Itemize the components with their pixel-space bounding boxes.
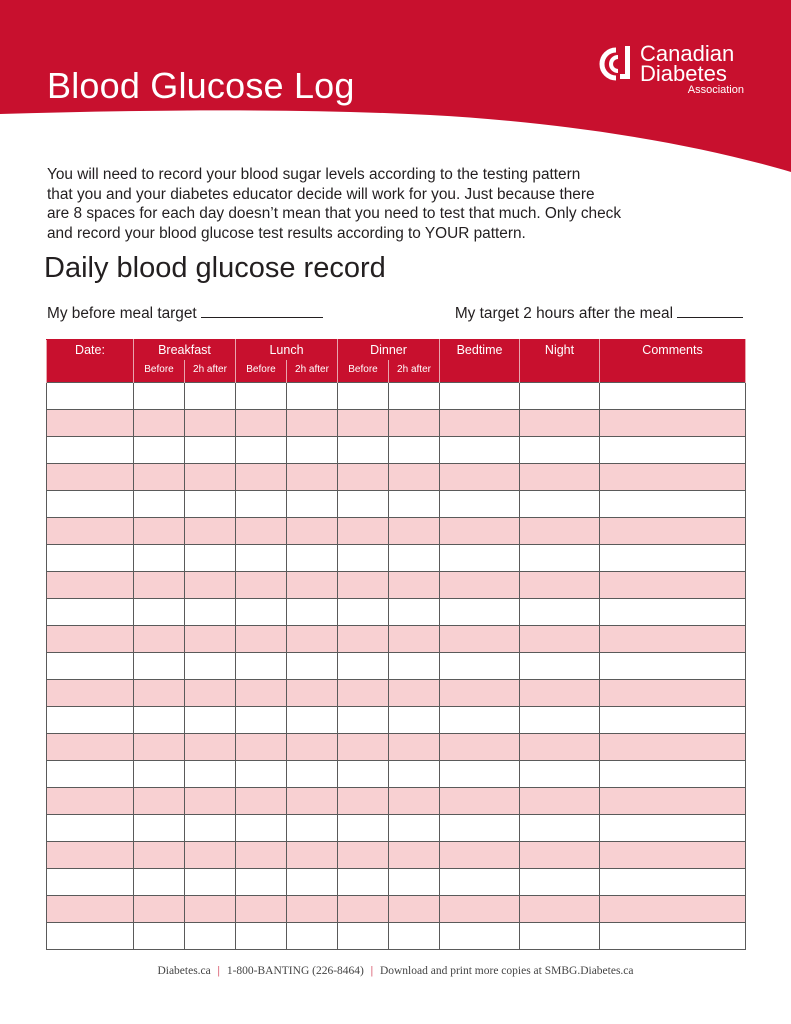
after-meal-target-blank[interactable] <box>677 303 743 318</box>
log-cell[interactable] <box>134 923 185 950</box>
log-cell[interactable] <box>134 383 185 410</box>
table-row <box>47 410 746 437</box>
log-cell[interactable] <box>134 653 185 680</box>
cda-logo-mark-icon <box>596 44 636 84</box>
log-cell[interactable] <box>600 653 746 680</box>
table-row <box>47 788 746 815</box>
log-cell[interactable] <box>520 437 600 464</box>
log-cell[interactable] <box>440 518 520 545</box>
log-cell[interactable] <box>47 464 134 491</box>
subheader-lunch-before: Before <box>236 361 287 383</box>
before-meal-target-blank[interactable] <box>201 303 323 318</box>
log-cell[interactable] <box>520 653 600 680</box>
log-cell[interactable] <box>389 896 440 923</box>
log-cell[interactable] <box>520 545 600 572</box>
log-cell[interactable] <box>236 437 287 464</box>
log-cell[interactable] <box>185 491 236 518</box>
log-cell[interactable] <box>389 788 440 815</box>
log-cell[interactable] <box>134 491 185 518</box>
log-cell[interactable] <box>236 491 287 518</box>
log-cell[interactable] <box>389 572 440 599</box>
log-cell[interactable] <box>134 815 185 842</box>
log-cell[interactable] <box>600 680 746 707</box>
table-row <box>47 707 746 734</box>
log-cell[interactable] <box>47 707 134 734</box>
log-cell[interactable] <box>134 464 185 491</box>
log-cell[interactable] <box>47 923 134 950</box>
log-cell[interactable] <box>338 761 389 788</box>
log-cell[interactable] <box>185 680 236 707</box>
log-cell[interactable] <box>440 734 520 761</box>
after-meal-target <box>455 303 743 323</box>
log-cell[interactable] <box>134 707 185 734</box>
log-cell[interactable] <box>287 491 338 518</box>
log-cell[interactable] <box>185 599 236 626</box>
log-cell[interactable] <box>185 923 236 950</box>
log-cell[interactable] <box>600 761 746 788</box>
log-cell[interactable] <box>47 491 134 518</box>
log-cell[interactable] <box>287 815 338 842</box>
log-cell[interactable] <box>600 626 746 653</box>
log-cell[interactable] <box>389 545 440 572</box>
log-cell[interactable] <box>440 869 520 896</box>
log-cell[interactable] <box>287 680 338 707</box>
section-title: Daily blood glucose record <box>44 252 386 284</box>
log-cell[interactable] <box>47 599 134 626</box>
log-cell[interactable] <box>185 788 236 815</box>
log-cell[interactable] <box>287 761 338 788</box>
log-cell[interactable] <box>520 896 600 923</box>
log-cell[interactable] <box>185 815 236 842</box>
log-cell[interactable] <box>520 842 600 869</box>
log-cell[interactable] <box>520 734 600 761</box>
log-cell[interactable] <box>520 815 600 842</box>
log-cell[interactable] <box>134 761 185 788</box>
log-cell[interactable] <box>47 437 134 464</box>
log-cell[interactable] <box>185 626 236 653</box>
log-cell[interactable] <box>236 815 287 842</box>
log-cell[interactable] <box>47 842 134 869</box>
log-cell[interactable] <box>185 869 236 896</box>
log-cell[interactable] <box>338 842 389 869</box>
log-cell[interactable] <box>185 842 236 869</box>
log-cell[interactable] <box>338 383 389 410</box>
log-cell[interactable] <box>134 437 185 464</box>
log-cell[interactable] <box>134 869 185 896</box>
log-cell[interactable] <box>440 896 520 923</box>
page-title: Blood Glucose Log <box>47 65 355 107</box>
log-cell[interactable] <box>236 734 287 761</box>
log-cell[interactable] <box>47 383 134 410</box>
log-cell[interactable] <box>236 842 287 869</box>
log-cell[interactable] <box>236 464 287 491</box>
log-cell[interactable] <box>338 518 389 545</box>
intro-paragraph <box>47 165 737 243</box>
log-cell[interactable] <box>389 437 440 464</box>
log-cell[interactable] <box>389 518 440 545</box>
log-cell[interactable] <box>600 491 746 518</box>
subheader-lunch-after: 2h after <box>287 361 338 383</box>
table-row <box>47 599 746 626</box>
log-cell[interactable] <box>520 869 600 896</box>
log-cell[interactable] <box>520 491 600 518</box>
log-cell[interactable] <box>134 734 185 761</box>
log-cell[interactable] <box>236 518 287 545</box>
table-row <box>47 464 746 491</box>
table-row <box>47 383 746 410</box>
log-cell[interactable] <box>338 653 389 680</box>
log-cell[interactable] <box>389 815 440 842</box>
log-cell[interactable] <box>185 518 236 545</box>
subheader-breakfast-after: 2h after <box>185 361 236 383</box>
log-cell[interactable] <box>440 626 520 653</box>
log-cell[interactable] <box>440 923 520 950</box>
log-cell[interactable] <box>600 842 746 869</box>
log-cell[interactable] <box>236 626 287 653</box>
log-cell[interactable] <box>520 923 600 950</box>
subheader-dinner-before: Before <box>338 361 389 383</box>
log-cell[interactable] <box>520 518 600 545</box>
table-row <box>47 680 746 707</box>
log-cell[interactable] <box>236 410 287 437</box>
log-cell[interactable] <box>600 923 746 950</box>
log-cell[interactable] <box>440 464 520 491</box>
log-cell[interactable] <box>338 707 389 734</box>
after-meal-target-label: My target 2 hours after the meal <box>454 305 673 322</box>
log-cell[interactable] <box>389 491 440 518</box>
table-row <box>47 815 746 842</box>
log-cell[interactable] <box>287 896 338 923</box>
log-cell[interactable] <box>338 626 389 653</box>
table-row <box>47 734 746 761</box>
log-cell[interactable] <box>440 383 520 410</box>
log-cell[interactable] <box>185 896 236 923</box>
log-cell[interactable] <box>389 842 440 869</box>
before-meal-target-label: My before meal target <box>47 305 197 322</box>
log-cell[interactable] <box>338 815 389 842</box>
log-cell[interactable] <box>389 734 440 761</box>
log-cell[interactable] <box>600 599 746 626</box>
footer-download: Download and print more copies at SMBG.Diabetes.ca <box>379 965 634 977</box>
log-cell[interactable] <box>134 788 185 815</box>
log-cell[interactable] <box>287 707 338 734</box>
table-row <box>47 572 746 599</box>
log-cell[interactable] <box>236 545 287 572</box>
log-cell[interactable] <box>287 842 338 869</box>
intro-line: and record your blood glucose test results according to YOUR pattern. <box>47 224 526 242</box>
log-cell[interactable] <box>338 734 389 761</box>
footer-site: Diabetes.ca <box>157 965 211 977</box>
log-cell[interactable] <box>236 653 287 680</box>
col-header-comments: Comments <box>600 340 746 383</box>
log-cell[interactable] <box>287 788 338 815</box>
log-cell[interactable] <box>236 707 287 734</box>
table-row <box>47 869 746 896</box>
col-header-night: Night <box>520 340 600 383</box>
col-header-bedtime: Bedtime <box>440 340 520 383</box>
log-cell[interactable] <box>47 572 134 599</box>
log-cell[interactable] <box>236 599 287 626</box>
table-row <box>47 491 746 518</box>
log-cell[interactable] <box>185 761 236 788</box>
log-cell[interactable] <box>338 788 389 815</box>
log-cell[interactable] <box>520 464 600 491</box>
table-row <box>47 923 746 950</box>
log-cell[interactable] <box>600 734 746 761</box>
log-cell[interactable] <box>287 437 338 464</box>
log-cell[interactable] <box>600 869 746 896</box>
log-cell[interactable] <box>47 734 134 761</box>
footer-separator: | <box>370 965 374 977</box>
log-cell[interactable] <box>134 518 185 545</box>
table-row <box>47 653 746 680</box>
table-row <box>47 545 746 572</box>
log-cell[interactable] <box>47 788 134 815</box>
log-cell[interactable] <box>236 788 287 815</box>
log-cell[interactable] <box>440 707 520 734</box>
log-cell[interactable] <box>389 653 440 680</box>
log-cell[interactable] <box>134 410 185 437</box>
log-cell[interactable] <box>47 815 134 842</box>
log-cell[interactable] <box>236 896 287 923</box>
log-cell[interactable] <box>440 599 520 626</box>
subheader-dinner-after: 2h after <box>389 361 440 383</box>
log-cell[interactable] <box>134 599 185 626</box>
log-cell[interactable] <box>389 383 440 410</box>
log-cell[interactable] <box>440 761 520 788</box>
log-cell[interactable] <box>338 491 389 518</box>
log-cell[interactable] <box>338 437 389 464</box>
cda-logo <box>596 41 756 102</box>
log-cell[interactable] <box>389 923 440 950</box>
cda-logo-text <box>640 41 744 96</box>
log-cell[interactable] <box>600 383 746 410</box>
log-cell[interactable] <box>134 626 185 653</box>
log-cell[interactable] <box>236 923 287 950</box>
log-cell[interactable] <box>520 626 600 653</box>
log-cell[interactable] <box>287 599 338 626</box>
logo-line-diabetes: Diabetes <box>640 61 727 86</box>
log-cell[interactable] <box>338 923 389 950</box>
log-cell[interactable] <box>600 815 746 842</box>
log-cell[interactable] <box>236 383 287 410</box>
log-cell[interactable] <box>600 707 746 734</box>
log-cell[interactable] <box>47 869 134 896</box>
log-cell[interactable] <box>389 599 440 626</box>
log-cell[interactable] <box>134 680 185 707</box>
log-cell[interactable] <box>236 572 287 599</box>
log-cell[interactable] <box>440 491 520 518</box>
glucose-log-table <box>46 339 746 950</box>
log-cell[interactable] <box>389 869 440 896</box>
log-cell[interactable] <box>185 707 236 734</box>
log-cell[interactable] <box>520 383 600 410</box>
log-cell[interactable] <box>47 680 134 707</box>
log-cell[interactable] <box>47 545 134 572</box>
log-cell[interactable] <box>389 464 440 491</box>
before-meal-target <box>47 303 323 323</box>
log-cell[interactable] <box>440 545 520 572</box>
log-cell[interactable] <box>287 383 338 410</box>
log-cell[interactable] <box>338 869 389 896</box>
log-cell[interactable] <box>600 437 746 464</box>
log-cell[interactable] <box>520 761 600 788</box>
log-cell[interactable] <box>287 572 338 599</box>
log-cell[interactable] <box>185 410 236 437</box>
log-cell[interactable] <box>134 896 185 923</box>
log-cell[interactable] <box>389 626 440 653</box>
footer-phone: 1-800-BANTING (226-8464) <box>226 965 364 977</box>
log-cell[interactable] <box>185 734 236 761</box>
log-cell[interactable] <box>185 653 236 680</box>
log-cell[interactable] <box>600 788 746 815</box>
log-cell[interactable] <box>600 518 746 545</box>
log-cell[interactable] <box>185 464 236 491</box>
subheader-breakfast-before: Before <box>134 361 185 383</box>
log-cell[interactable] <box>287 653 338 680</box>
log-cell[interactable] <box>520 410 600 437</box>
log-cell[interactable] <box>47 410 134 437</box>
log-cell[interactable] <box>287 410 338 437</box>
log-cell[interactable] <box>440 437 520 464</box>
log-cell[interactable] <box>287 545 338 572</box>
log-cell[interactable] <box>520 599 600 626</box>
log-cell[interactable] <box>287 464 338 491</box>
log-cell[interactable] <box>287 626 338 653</box>
col-header-breakfast: Breakfast <box>134 340 236 361</box>
table-row <box>47 518 746 545</box>
footer-separator: | <box>217 965 220 977</box>
col-header-dinner: Dinner <box>338 340 440 361</box>
log-cell[interactable] <box>520 680 600 707</box>
logo-line-canadian: Canadian <box>640 41 735 66</box>
log-cell[interactable] <box>440 788 520 815</box>
log-cell[interactable] <box>389 707 440 734</box>
log-cell[interactable] <box>47 518 134 545</box>
table-row <box>47 626 746 653</box>
log-cell[interactable] <box>47 626 134 653</box>
log-cell[interactable] <box>185 545 236 572</box>
log-cell[interactable] <box>440 572 520 599</box>
col-header-date: Date: <box>47 340 134 383</box>
log-cell[interactable] <box>185 437 236 464</box>
logo-line-association: Association <box>687 84 744 96</box>
log-cell[interactable] <box>338 545 389 572</box>
log-cell[interactable] <box>47 761 134 788</box>
log-table-body <box>47 383 746 950</box>
log-cell[interactable] <box>134 842 185 869</box>
intro-line: that you and your diabetes educator decide will work for you. Just because there <box>47 185 595 203</box>
log-cell[interactable] <box>600 572 746 599</box>
log-cell[interactable] <box>134 572 185 599</box>
log-cell[interactable] <box>338 572 389 599</box>
table-row <box>47 842 746 869</box>
log-cell[interactable] <box>134 545 185 572</box>
table-row <box>47 761 746 788</box>
footer <box>0 965 791 977</box>
intro-line: are 8 spaces for each day doesn’t mean that you need to test that much. Only check <box>47 205 622 222</box>
log-cell[interactable] <box>236 869 287 896</box>
log-cell[interactable] <box>600 410 746 437</box>
log-cell[interactable] <box>600 896 746 923</box>
table-row <box>47 437 746 464</box>
log-cell[interactable] <box>440 815 520 842</box>
col-header-lunch: Lunch <box>236 340 338 361</box>
log-cell[interactable] <box>440 842 520 869</box>
log-cell[interactable] <box>440 410 520 437</box>
log-cell[interactable] <box>338 410 389 437</box>
header-banner <box>0 0 791 180</box>
log-cell[interactable] <box>185 383 236 410</box>
log-cell[interactable] <box>600 545 746 572</box>
intro-line: You will need to record your blood sugar levels according to the testing pattern <box>47 166 581 183</box>
log-cell[interactable] <box>338 464 389 491</box>
log-cell[interactable] <box>338 680 389 707</box>
log-cell[interactable] <box>520 788 600 815</box>
table-row <box>47 896 746 923</box>
log-cell[interactable] <box>338 599 389 626</box>
log-cell[interactable] <box>520 707 600 734</box>
log-cell[interactable] <box>185 572 236 599</box>
log-cell[interactable] <box>47 653 134 680</box>
log-cell[interactable] <box>47 896 134 923</box>
log-cell[interactable] <box>287 869 338 896</box>
log-cell[interactable] <box>236 680 287 707</box>
log-cell[interactable] <box>389 680 440 707</box>
log-cell[interactable] <box>600 464 746 491</box>
log-cell[interactable] <box>520 572 600 599</box>
log-cell[interactable] <box>287 734 338 761</box>
log-cell[interactable] <box>287 518 338 545</box>
log-cell[interactable] <box>389 410 440 437</box>
log-cell[interactable] <box>287 923 338 950</box>
log-cell[interactable] <box>236 761 287 788</box>
log-cell[interactable] <box>440 680 520 707</box>
log-cell[interactable] <box>389 761 440 788</box>
log-cell[interactable] <box>440 653 520 680</box>
log-cell[interactable] <box>338 896 389 923</box>
